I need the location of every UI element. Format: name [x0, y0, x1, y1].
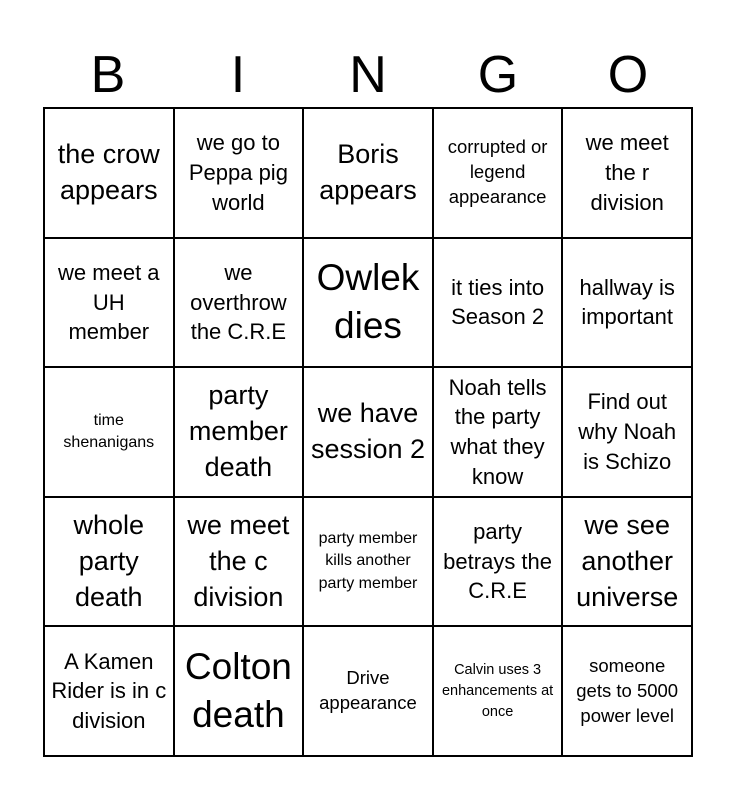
cell-text: we have session 2: [310, 398, 426, 464]
cell-text: Find out why Noah is Schizo: [578, 389, 677, 474]
bingo-cell[interactable]: [563, 627, 693, 757]
header-letter-b: B: [90, 46, 126, 104]
bingo-cell[interactable]: [45, 109, 175, 239]
bingo-cell[interactable]: [175, 368, 305, 498]
cell-text: we go to Peppa pig world: [188, 130, 288, 215]
cell-text: someone gets to 5000 power level: [576, 654, 679, 726]
header-letter-o: O: [607, 46, 649, 104]
bingo-cell[interactable]: [434, 368, 564, 498]
header-letter-i: I: [230, 46, 246, 104]
cell-text: we see another universe: [576, 509, 679, 612]
cell-text: we meet the r division: [585, 130, 669, 215]
cell-text: it ties into Season 2: [451, 274, 545, 330]
bingo-cell[interactable]: [563, 498, 693, 628]
cell-text: Noah tells the party what they know: [448, 374, 547, 489]
bingo-cell[interactable]: [45, 627, 175, 757]
cell-text: we meet the c division: [187, 509, 290, 612]
header-letter-g: G: [477, 46, 519, 104]
bingo-cell[interactable]: [175, 109, 305, 239]
cell-text: time shenanigans: [63, 411, 155, 451]
bingo-cell[interactable]: [304, 239, 434, 369]
cell-text: party member kills another party member: [318, 530, 418, 592]
bingo-header: [43, 44, 693, 106]
bingo-cell[interactable]: [563, 239, 693, 369]
bingo-cell[interactable]: [45, 239, 175, 369]
bingo-cell[interactable]: [175, 498, 305, 628]
bingo-cell[interactable]: [434, 498, 564, 628]
bingo-board: [43, 107, 693, 757]
bingo-cell[interactable]: [45, 368, 175, 498]
cell-text: Calvin uses 3 enhancements at once: [441, 661, 554, 720]
cell-text: Colton death: [184, 646, 292, 736]
bingo-cell[interactable]: [434, 239, 564, 369]
cell-text: Owlek dies: [316, 257, 420, 347]
bingo-cell[interactable]: [563, 109, 693, 239]
cell-text: party betrays the C.R.E: [443, 519, 553, 604]
header-letter-n: N: [349, 46, 387, 104]
bingo-cell[interactable]: [175, 627, 305, 757]
cell-text: corrupted or legend appearance: [447, 136, 548, 208]
cell-text: whole party death: [73, 509, 145, 612]
bingo-cell[interactable]: [45, 498, 175, 628]
cell-text: Boris appears: [319, 138, 417, 205]
cell-text: we overthrow the C.R.E: [190, 259, 287, 345]
cell-text: we meet a UH member: [58, 259, 160, 345]
bingo-cell[interactable]: [304, 368, 434, 498]
bingo-cell[interactable]: [434, 627, 564, 757]
bingo-cell[interactable]: [304, 498, 434, 628]
cell-text: the crow appears: [57, 138, 160, 205]
cell-text: party member death: [188, 380, 288, 482]
bingo-cell[interactable]: [304, 627, 434, 757]
cell-text: hallway is important: [579, 274, 675, 330]
cell-text: Drive appearance: [319, 667, 417, 714]
bingo-cell[interactable]: [304, 109, 434, 239]
cell-text: A Kamen Rider is in c division: [51, 648, 167, 734]
bingo-cell[interactable]: [175, 239, 305, 369]
bingo-cell[interactable]: [434, 109, 564, 239]
bingo-cell[interactable]: [563, 368, 693, 498]
